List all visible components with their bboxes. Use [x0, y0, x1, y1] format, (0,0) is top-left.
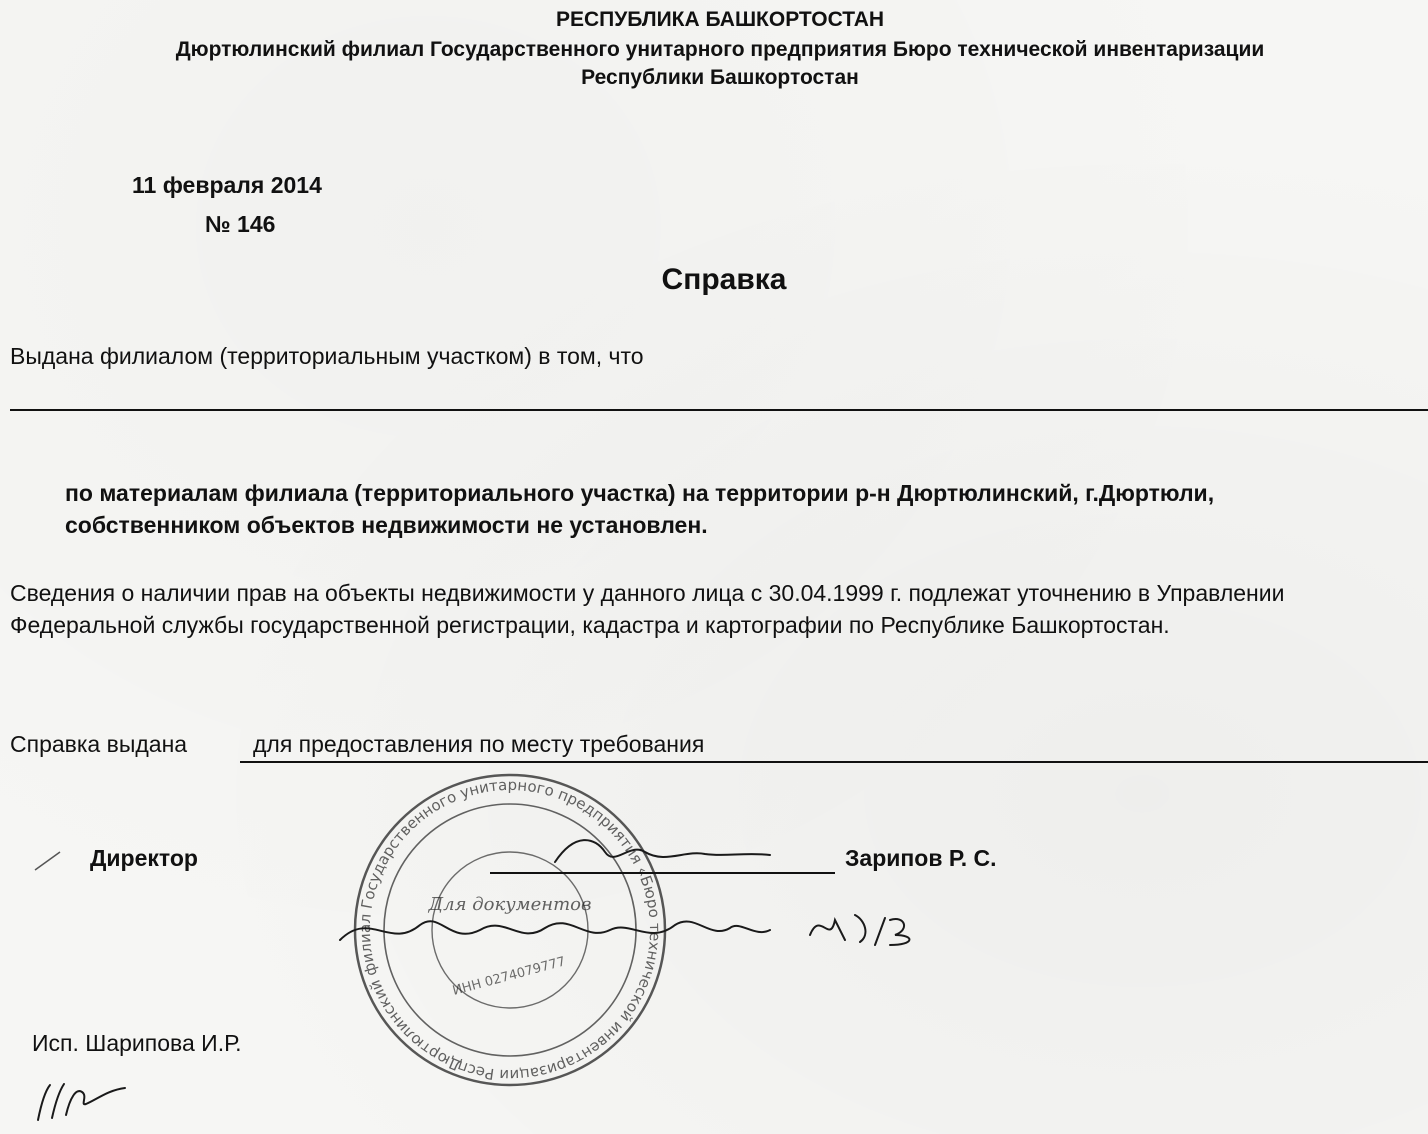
pen-mark — [30, 840, 70, 880]
main-statement: по материалам филиала (территориального участка) на территории р-н Дюртюлинский, г.Дюртюли, собственником объектов недвижимости не установлен. — [65, 480, 1215, 538]
issued-by-text: Выдана филиалом (территориальным участком) в том, что — [10, 343, 644, 369]
signatory-position: Директор — [90, 845, 198, 871]
purpose-label: Справка выдана — [10, 731, 188, 757]
document-date: 11 февраля 2014 — [132, 172, 322, 198]
rights-info-paragraph: Сведения о наличии прав на объекты недвижимости у данного лица с 30.04.1999 г. подлежат уточнению в Управлении Федеральной службы государственной регистрации, кадастра и картографии по Республике Башкортостан. — [10, 580, 1285, 638]
header-organization-cont: Республики Башкортостан — [581, 66, 859, 89]
document-title: Справка — [661, 263, 787, 296]
blank-fill-line — [10, 409, 1428, 411]
seal-inn: ИНН 0274079777 — [451, 954, 568, 999]
document-number: № 146 — [205, 211, 276, 237]
header-republic: РЕСПУБЛИКА БАШКОРТОСТАН — [555, 8, 885, 31]
handwritten-notation — [330, 890, 950, 970]
signature-line — [490, 872, 835, 874]
seal-inner-text: Для документов — [428, 894, 592, 915]
header-organization: Дюртюлинский филиал Государственного унитарного предприятия Бюро технической инвентаризации — [175, 38, 1265, 61]
executor-signature — [30, 1070, 150, 1130]
signatory-name: Зарипов Р. С. — [845, 845, 997, 871]
purpose-underline — [240, 761, 1428, 763]
executor-name: Исп. Шарипова И.Р. — [32, 1030, 242, 1056]
purpose-value: для предоставления по месту требования — [253, 731, 705, 757]
seal-ring-text: Дюртюлинский филиал Государственного унитарного предприятия «Бюро технической инвентаризации Республики — [355, 775, 665, 1085]
